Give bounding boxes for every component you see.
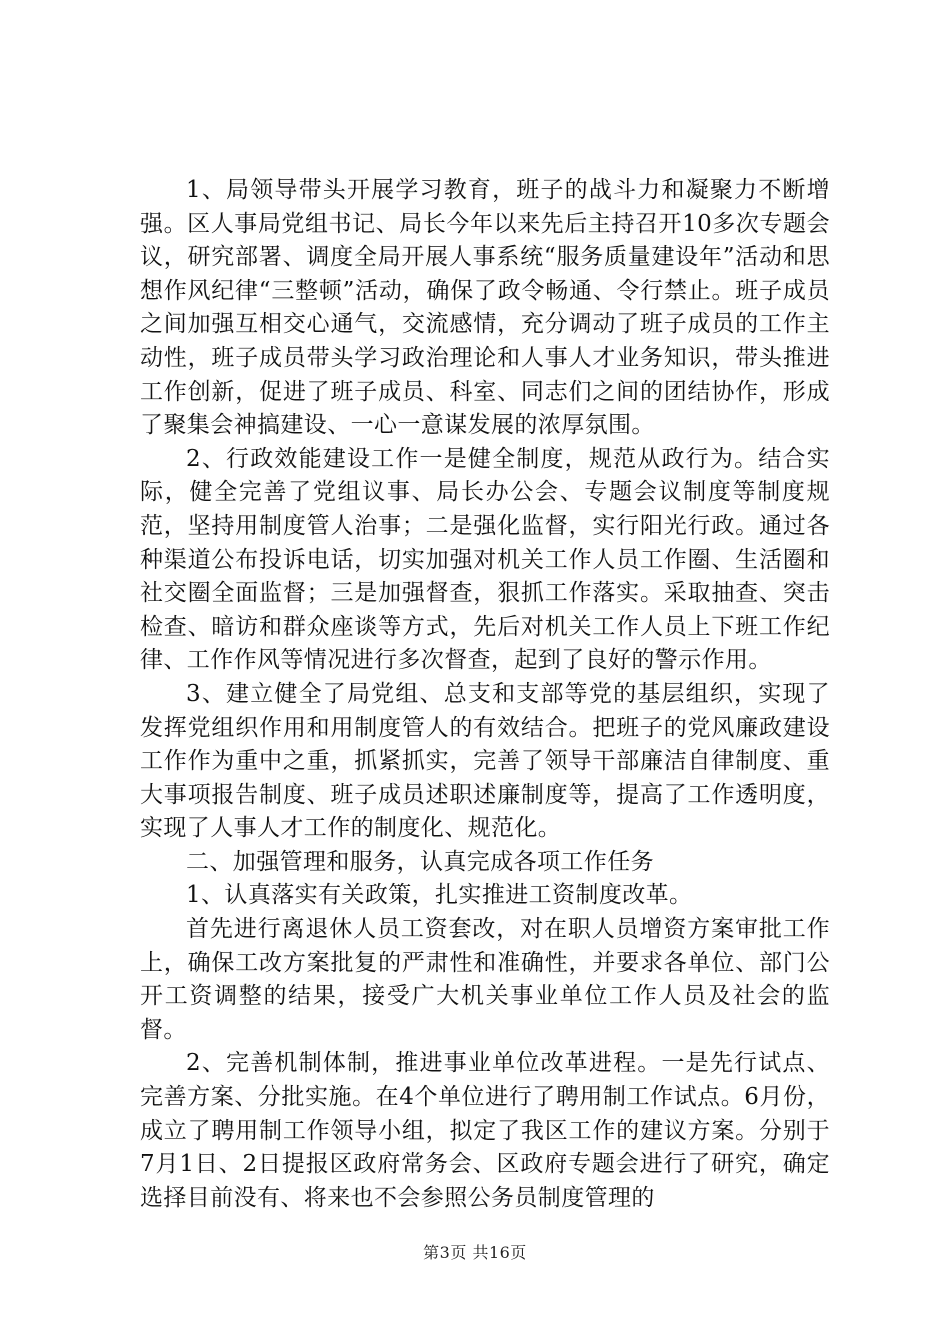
paragraph: 2、完善机制体制，推进事业单位改革进程。一是先行试点、完善方案、分批实施。在4个单位进行了聘用制工作试点。6月份，成立了聘用制工作领导小组，拟定了我区工作的建议方案。分别于7月1日、2日提报区政府常务会、区政府专题会进行了研究，确定选择目前没有、将来也不会参照公务员制度管理的 [140, 1050, 830, 1211]
paragraph: 首先进行离退休人员工资套改，对在职人员增资方案审批工作上，确保工改方案批复的严肃性和准确性，并要求各单位、部门公开工资调整的结果，接受广大机关事业单位工作人员及社会的监督。 [140, 916, 830, 1043]
page-number-footer: 第3页 共16页 [423, 1243, 527, 1262]
subsection-heading: 1、认真落实有关政策，扎实推进工资制度改革。 [186, 882, 693, 909]
document-body [140, 174, 830, 1215]
paragraph: 2、行政效能建设工作一是健全制度，规范从政行为。结合实际，健全完善了党组议事、局长办公会、专题会议制度等制度规范，坚持用制度管人治事；二是强化监督，实行阳光行政。通过各种渠道公布投诉电话，切实加强对机关工作人员工作圈、生活圈和社交圈全面监督；三是加强督查，狠抓工作落实。采取抽查、突击检查、暗访和群众座谈等方式，先后对机关工作人员上下班工作纪律、工作作风等情况进行多次督查，起到了良好的警示作用。 [140, 445, 830, 674]
section-heading: 二、加强管理和服务，认真完成各项工作任务 [186, 848, 654, 875]
paragraph: 3、建立健全了局党组、总支和支部等党的基层组织，实现了发挥党组织作用和用制度管人的有效结合。把班子的党风廉政建设工作作为重中之重，抓紧抓实，完善了领导干部廉洁自律制度、重大事项报告制度、班子成员述职述廉制度等，提高了工作透明度，实现了人事人才工作的制度化、规范化。 [140, 680, 830, 842]
paragraph: 1、局领导带头开展学习教育，班子的战斗力和凝聚力不断增强。区人事局党组书记、局长今年以来先后主持召开10多次专题会议，研究部署、调度全局开展人事系统“服务质量建设年”活动和思想作风纪律“三整顿”活动，确保了政令畅通、令行禁止。班子成员之间加强互相交心通气，交流感情，充分调动了班子成员的工作主动性，班子成员带头学习政治理论和人事人才业务知识，带头推进工作创新，促进了班子成员、科室、同志们之间的团结协作，形成了聚集会神搞建设、一心一意谋发展的浓厚氛围。 [140, 177, 830, 439]
